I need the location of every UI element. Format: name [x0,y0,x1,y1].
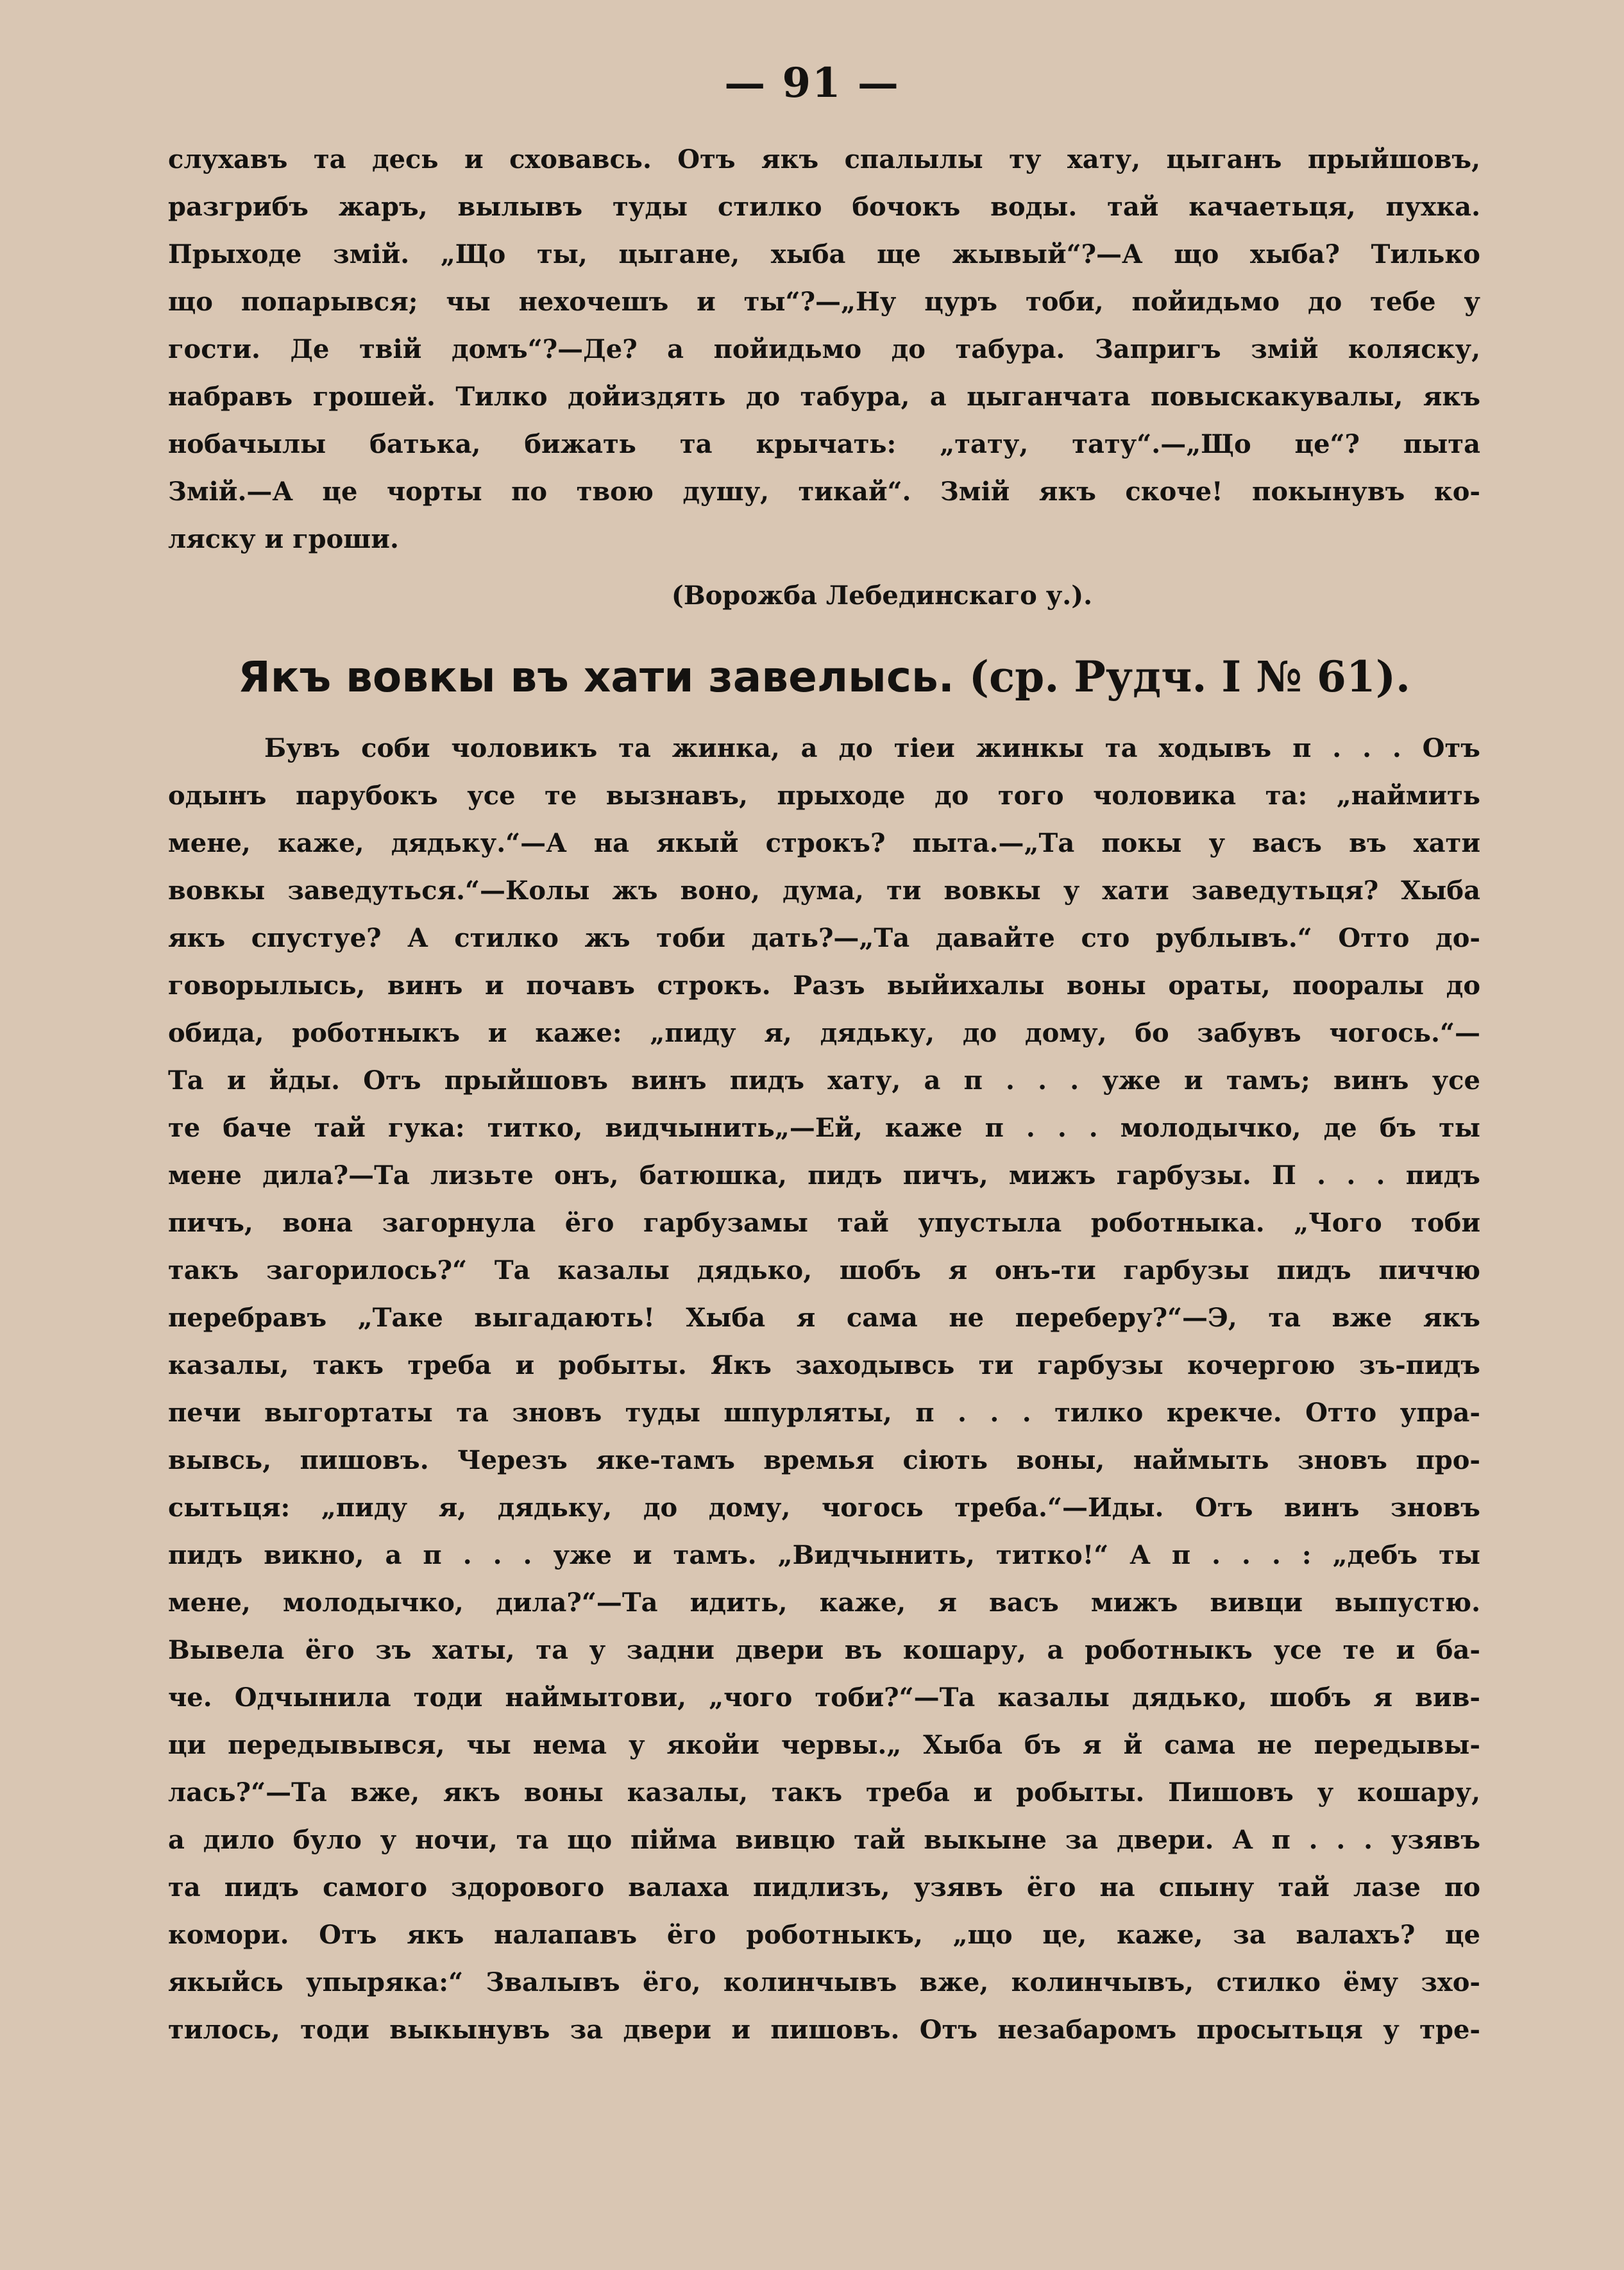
text-line: тилось, тоди выкынувъ за двери и пишовъ. Отъ незабаромъ просытьця у тре- [168,2015,1480,2045]
text-line: перебравъ „Таке выгадають! Хыба я сама не переберу?“—Э, та вже якъ [168,1303,1480,1333]
text-line: а дило було у ночи, та що пійма вивцю тай выкыне за двери. А п . . . узявъ [168,1825,1480,1855]
text-line: пидъ викно, а п . . . уже и тамъ. „Видчынить, титко!“ А п . . . : „дебъ ты [168,1540,1480,1570]
text-line: пичъ, вона загорнула ёго гарбузамы тай упустыла роботныка. „Чого тоби [168,1208,1480,1238]
main-paragraph [168,725,1480,2054]
text-line: мене дила?—Та лизьте онъ, батюшка, пидъ пичъ, мижъ гарбузы. П . . . пидъ [168,1160,1480,1190]
text-line: вывсь, пишовъ. Черезъ яке-тамъ времья сіють воны, наймыть зновъ про- [168,1445,1480,1475]
top-paragraph [168,136,1480,563]
story-reference: (ср. Рудч. I № 61). [968,652,1411,702]
text-line: ци передывывся, чы нема у якойи червы.„ Хыба бъ я й сама не передывы- [168,1730,1480,1760]
text-line: лась?“—Та вже, якъ воны казалы, такъ треба и робыты. Пишовъ у кошару, [168,1777,1480,1808]
story-heading [168,641,1480,712]
text-line: комори. Отъ якъ налапавъ ёго роботныкъ, „що це, каже, за валахъ? це [168,1920,1480,1950]
text-line: що попарывся; чы нехочешъ и ты“?—„Ну цуръ тоби, пойидьмо до тебе у [168,287,1480,317]
text-line: обида, роботныкъ и каже: „пиду я, дядьку, до дому, бо забувъ чогось.“— [168,1018,1480,1048]
text-line: Змій.—А це чорты по твою душу, тикай“. Змій якъ скоче! покынувъ ко- [168,477,1480,507]
source-note: (Ворожба Лебединскаго у.). [671,580,1093,611]
text-line: Вывела ёго зъ хаты, та у задни двери въ кошару, а роботныкъ усе те и ба- [168,1635,1480,1665]
text-line: такъ загорилось?“ Та казалы дядько, шобъ я онъ-ти гарбузы пидъ пиччю [168,1255,1480,1285]
text-line: вовкы заведуться.“—Колы жъ воно, дума, ти вовкы у хати заведутьця? Хыба [168,876,1480,906]
text-line: набравъ грошей. Тилко дойиздять до табура, а цыганчата повыскакувалы, якъ [168,382,1480,412]
text-line: гости. Де твій домъ“?—Де? а пойидьмо до табура. Запригъ змій коляску, [168,334,1480,364]
text-line: че. Одчынила тоди наймытови, „чого тоби?“—Та казалы дядько, шобъ я вив- [168,1682,1480,1713]
text-line: говорылысь, винъ и почавъ строкъ. Разъ выйихалы воны ораты, пооралы до [168,970,1480,1001]
text-line: Та и йды. Отъ прыйшовъ винъ пидъ хату, а п . . . уже и тамъ; винъ усе [168,1065,1480,1096]
text-line: Бувъ соби чоловикъ та жинка, а до тіеи жинкы та ходывъ п . . . Отъ [264,733,1480,763]
text-line: разгрибъ жаръ, вылывъ туды стилко бочокъ воды. тай качаетьця, пухка. [168,192,1480,222]
text-line: нобачылы батька, бижать та крычать: „тату, тату“.—„Що це“? пыта [168,429,1480,459]
text-line: Прыходе змій. „Що ты, цыгане, хыба ще жывый“?—А що хыба? Тилько [168,239,1480,269]
text-line: сытьця: „пиду я, дядьку, до дому, чогось треба.“—Иды. Отъ винъ зновъ [168,1493,1480,1523]
text-line: печи выгортаты та зновъ туды шпурляты, п . . . тилко крекче. Отто упра- [168,1398,1480,1428]
text-line: те баче тай гука: титко, видчынить„—Ей, каже п . . . молодычко, де бъ ты [168,1113,1480,1143]
page-number: — 91 — [724,59,900,107]
text-line: одынъ парубокъ усе те вызнавъ, прыходе до того чоловика та: „наймить [168,781,1480,811]
text-line: якыйсь упыряка:“ Звалывъ ёго, колинчывъ вже, колинчывъ, стилко ёму зхо- [168,1967,1480,1997]
text-line: мене, молодычко, дила?“—Та идить, каже, я васъ мижъ вивци выпустю. [168,1588,1480,1618]
text-line: слухавъ та десь и сховавсь. Отъ якъ спалылы ту хату, цыганъ прыйшовъ, [168,144,1480,174]
text-line: казалы, такъ треба и робыты. Якъ заходывсь ти гарбузы кочергою зъ-пидъ [168,1350,1480,1380]
text-line: мене, каже, дядьку.“—А на якый строкъ? пыта.—„Та покы у васъ въ хати [168,828,1480,858]
text-line: та пидъ самого здорового валаха пидлизъ, узявъ ёго на спыну тай лазе по [168,1872,1480,1902]
text-line: якъ спустуе? А стилко жъ тоби дать?—„Та давайте сто рублывъ.“ Отто до- [168,923,1480,953]
story-title: Якъ вовкы въ хати завелысь. [237,652,954,702]
text-line: ляску и гроши. [168,524,399,554]
